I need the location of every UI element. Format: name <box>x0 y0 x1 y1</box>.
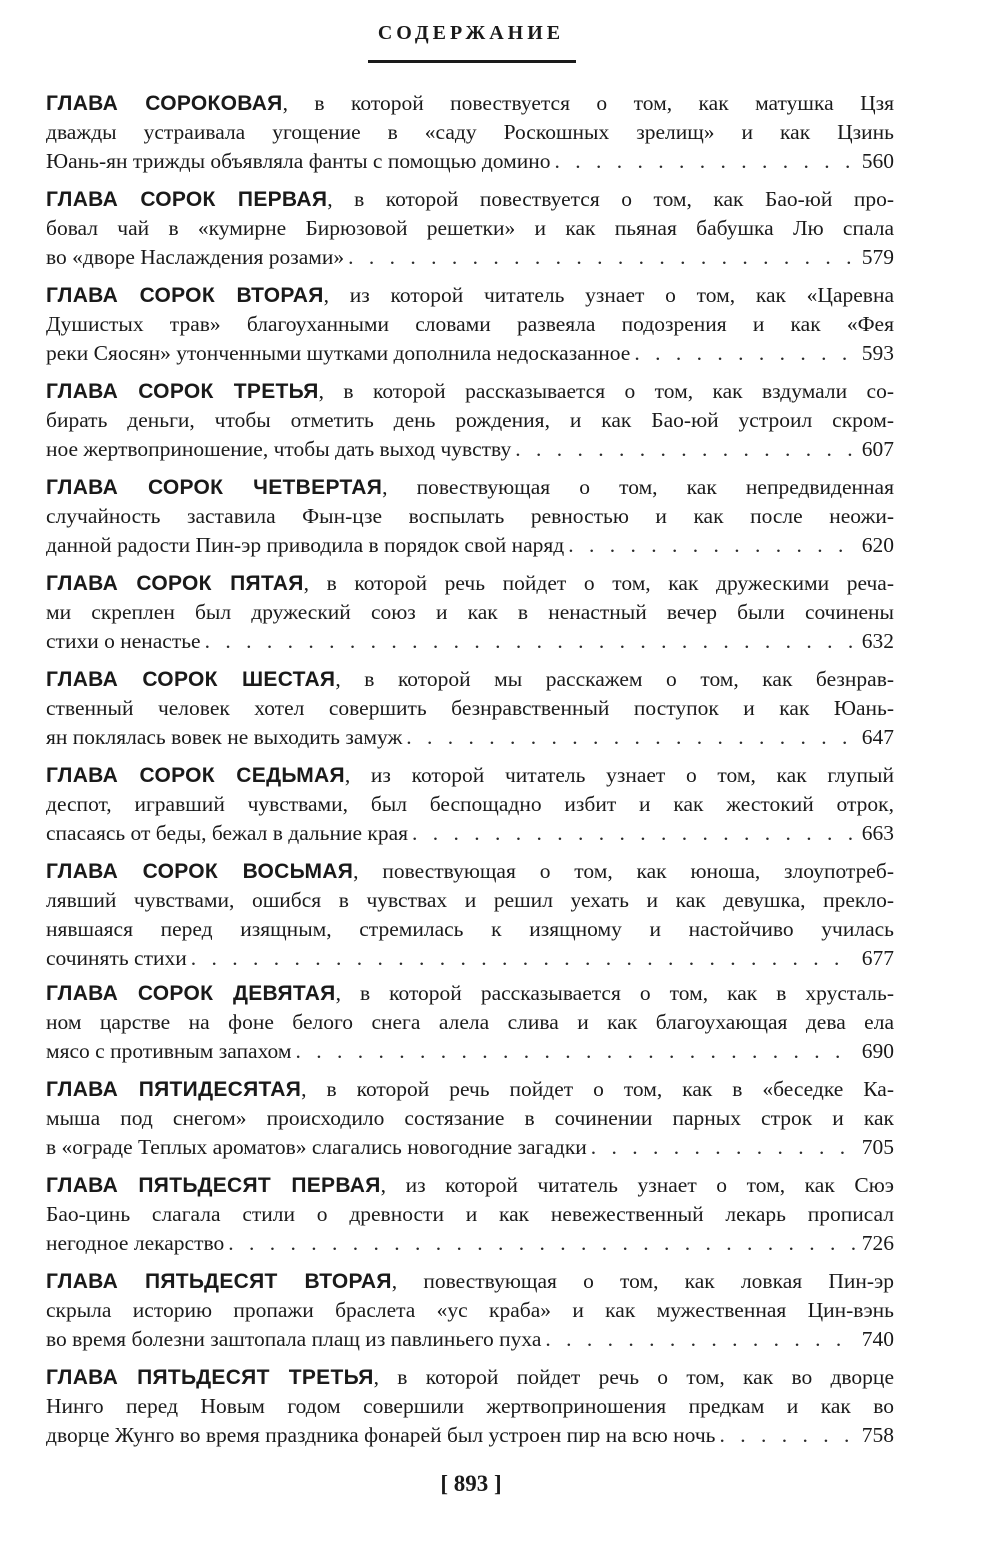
chapter-heading: ГЛАВА СОРОК ПЕРВАЯ <box>46 188 328 211</box>
chapter-text: , в которой повествуется о том, как Бао-юй про- <box>327 187 894 211</box>
toc-page-number: 726 <box>861 1231 894 1255</box>
chapter-text: ное жертвоприношение, чтобы дать выход чувству <box>46 437 512 461</box>
toc-line: нявшаяся перед изящным, стремилась к изящному и настойчиво училась <box>46 917 894 941</box>
chapter-heading: ГЛАВА СОРОК ВОСЬМАЯ <box>46 860 354 883</box>
toc-line-last <box>46 819 894 848</box>
chapter-heading: ГЛАВА СОРОК ВТОРАЯ <box>46 284 324 307</box>
chapter-text: , в которой речь пойдет о том, как в «беседке Ка- <box>301 1077 894 1101</box>
toc-line-last <box>46 531 894 560</box>
toc-line <box>46 89 894 118</box>
chapter-text: во «дворе Наслаждения розами» <box>46 245 345 269</box>
dot-leader <box>554 147 855 176</box>
dot-leader <box>720 1421 856 1450</box>
toc-page-number: 647 <box>861 725 894 749</box>
toc-line <box>46 1267 894 1296</box>
toc-page-number: 620 <box>861 533 894 557</box>
toc-page-number: 632 <box>861 629 894 653</box>
toc-line <box>46 569 894 598</box>
chapter-heading: ГЛАВА СОРОК ПЯТАЯ <box>46 572 304 595</box>
toc-line <box>46 1171 894 1200</box>
toc-page-number: 690 <box>861 1039 894 1063</box>
toc-line <box>46 665 894 694</box>
dot-leader <box>295 1037 855 1066</box>
toc-entry-52 <box>46 1267 894 1363</box>
toc-entry-45 <box>46 569 894 665</box>
chapter-text: ян поклялась вовек не выходить замуж <box>46 725 403 749</box>
dot-leader <box>205 627 856 656</box>
chapter-text: мясо с противным запахом <box>46 1039 292 1063</box>
toc-line-last <box>46 944 894 973</box>
toc-line <box>46 1075 894 1104</box>
chapter-text: , в которой пойдет речь о том, как во дворце <box>373 1365 894 1389</box>
chapter-text: , из которой читатель узнает о том, как глупый <box>344 763 894 787</box>
chapter-heading: ГЛАВА СОРОКОВАЯ <box>46 92 283 115</box>
toc-page-number: 663 <box>861 821 894 845</box>
toc-page-number: 607 <box>861 437 894 461</box>
chapter-text: Юань-ян трижды объявляла фанты с помощью домино <box>46 149 551 173</box>
toc-line: случайность заставила Фын-цзе воспылать ревностью и как после неожи- <box>46 504 894 528</box>
chapter-heading: ГЛАВА СОРОК ДЕВЯТАЯ <box>46 982 336 1005</box>
toc-entry-42 <box>46 281 894 377</box>
toc-line: лявший чувствами, ошибся в чувствах и решил уехать и как девушка, прекло- <box>46 888 894 912</box>
dot-leader <box>228 1229 856 1258</box>
toc-line: бовал чай в «кумирне Бирюзовой решетки» и как пьяная бабушка Лю спала <box>46 216 894 240</box>
toc-page-number: 593 <box>861 341 894 365</box>
toc-line <box>46 857 894 886</box>
chapter-text: , из которой читатель узнает о том, как Сюэ <box>380 1173 894 1197</box>
toc-line-last <box>46 1421 894 1450</box>
dot-leader <box>406 723 855 752</box>
page-number: [ 893 ] <box>440 1471 502 1496</box>
toc-entry-40 <box>46 89 894 185</box>
toc-page-number: 758 <box>861 1423 894 1447</box>
dot-leader <box>545 1325 855 1354</box>
chapter-heading: ГЛАВА ПЯТЬДЕСЯТ ПЕРВАЯ <box>46 1174 381 1197</box>
toc-line: Бао-цинь слагала стили о древности и как невежественный лекарь прописал <box>46 1202 894 1226</box>
toc-line: Душистых трав» благоуханными словами развеяла подозрения и как «Фея <box>46 312 894 336</box>
title-underline <box>368 60 576 63</box>
toc-line <box>46 979 894 1008</box>
toc-line <box>46 761 894 790</box>
toc-line-last <box>46 147 894 176</box>
chapter-text: дворце Жунго во время праздника фонарей был устроен пир на всю ночь <box>46 1423 716 1447</box>
toc-entry-47 <box>46 761 894 857</box>
dot-leader <box>634 339 855 368</box>
toc-line-last <box>46 1037 894 1066</box>
dot-leader <box>515 435 856 464</box>
toc-line: ном царстве на фоне белого снега алела слива и как благоухающая дева ела <box>46 1010 894 1034</box>
toc-line <box>46 281 894 310</box>
toc-line-last <box>46 1133 894 1162</box>
dot-leader <box>191 944 856 973</box>
toc-page-number: 740 <box>861 1327 894 1351</box>
toc-entry-53 <box>46 1363 894 1459</box>
toc-entry-44 <box>46 473 894 569</box>
chapter-text: , повествующая о том, как ловкая Пин-эр <box>391 1269 894 1293</box>
chapter-text: данной радости Пин-эр приводила в порядок свой наряд <box>46 533 565 557</box>
toc-page-number: 677 <box>861 946 894 970</box>
toc-entry-49 <box>46 979 894 1075</box>
toc-line: ми скреплен был дружеский союз и как в ненастный вечер были сочинены <box>46 600 894 624</box>
chapter-heading: ГЛАВА СОРОК ТРЕТЬЯ <box>46 380 319 403</box>
table-of-contents <box>46 89 894 1459</box>
dot-leader <box>348 243 856 272</box>
toc-line-last <box>46 1229 894 1258</box>
chapter-text: , в которой речь пойдет о том, как дружескими реча- <box>303 571 894 595</box>
chapter-text: , в которой мы расскажем о том, как безнрав- <box>335 667 894 691</box>
toc-line: Нинго перед Новым годом совершили жертвоприношения предкам и как во <box>46 1394 894 1418</box>
chapter-text: , повествующая о том, как юноша, злоупотреб- <box>353 859 894 883</box>
toc-entry-43 <box>46 377 894 473</box>
toc-line <box>46 473 894 502</box>
toc-line <box>46 185 894 214</box>
chapter-text: реки Сяосян» утонченными шутками дополнила недосказанное <box>46 341 631 365</box>
toc-page-number: 560 <box>861 149 894 173</box>
toc-line-last <box>46 1325 894 1354</box>
toc-entry-48 <box>46 857 894 979</box>
chapter-text: , в которой повествуется о том, как матушка Цзя <box>282 91 894 115</box>
toc-entry-51 <box>46 1171 894 1267</box>
toc-line: бирать деньги, чтобы отметить день рождения, и как Бао-юй устроил скром- <box>46 408 894 432</box>
toc-line <box>46 1363 894 1392</box>
chapter-text: , в которой рассказывается о том, как в хрусталь- <box>335 981 894 1005</box>
chapter-heading: ГЛАВА СОРОК ЧЕТВЕРТАЯ <box>46 476 383 499</box>
toc-line: мыша под снегом» происходило состязание в сочинении парных строк и как <box>46 1106 894 1130</box>
toc-line: дважды устраивала угощение в «саду Роскошных зрелищ» и как Цзинь <box>46 120 894 144</box>
chapter-text: , повествующая о том, как непредвиденная <box>382 475 894 499</box>
chapter-text: , из которой читатель узнает о том, как «Царевна <box>323 283 894 307</box>
dot-leader <box>412 819 856 848</box>
page-title: СОДЕРЖАНИЕ <box>377 22 565 44</box>
toc-entry-50 <box>46 1075 894 1171</box>
toc-line: деспот, игравший чувствами, был беспощадно избит и как жестокий отрок, <box>46 792 894 816</box>
chapter-text: негодное лекарство <box>46 1231 225 1255</box>
chapter-text: спасаясь от беды, бежал в дальние края <box>46 821 409 845</box>
toc-line-last <box>46 435 894 464</box>
chapter-text: , в которой рассказывается о том, как вздумали со- <box>318 379 894 403</box>
dot-leader <box>568 531 856 560</box>
chapter-text: стихи о ненастье <box>46 629 201 653</box>
chapter-heading: ГЛАВА ПЯТЬДЕСЯТ ВТОРАЯ <box>46 1270 392 1293</box>
dot-leader <box>591 1133 856 1162</box>
toc-line-last <box>46 243 894 272</box>
toc-page-number: 705 <box>861 1135 894 1159</box>
chapter-text: сочинять стихи <box>46 946 187 970</box>
toc-entry-41 <box>46 185 894 281</box>
chapter-heading: ГЛАВА ПЯТИДЕСЯТАЯ <box>46 1078 302 1101</box>
toc-page-number: 579 <box>861 245 894 269</box>
toc-line-last <box>46 627 894 656</box>
toc-line: скрыла историю пропажи браслета «ус краба» и как мужественная Цин-вэнь <box>46 1298 894 1322</box>
chapter-heading: ГЛАВА СОРОК СЕДЬМАЯ <box>46 764 345 787</box>
toc-entry-46 <box>46 665 894 761</box>
toc-line: ственный человек хотел совершить безнравственный поступок и как Юань- <box>46 696 894 720</box>
toc-line-last <box>46 339 894 368</box>
chapter-heading: ГЛАВА СОРОК ШЕСТАЯ <box>46 668 336 691</box>
chapter-heading: ГЛАВА ПЯТЬДЕСЯТ ТРЕТЬЯ <box>46 1366 374 1389</box>
chapter-text: во время болезни заштопала плащ из павлиньего пуха <box>46 1327 542 1351</box>
toc-line <box>46 377 894 406</box>
toc-line-last <box>46 723 894 752</box>
chapter-text: в «ограде Теплых ароматов» слагались новогодние загадки <box>46 1135 587 1159</box>
